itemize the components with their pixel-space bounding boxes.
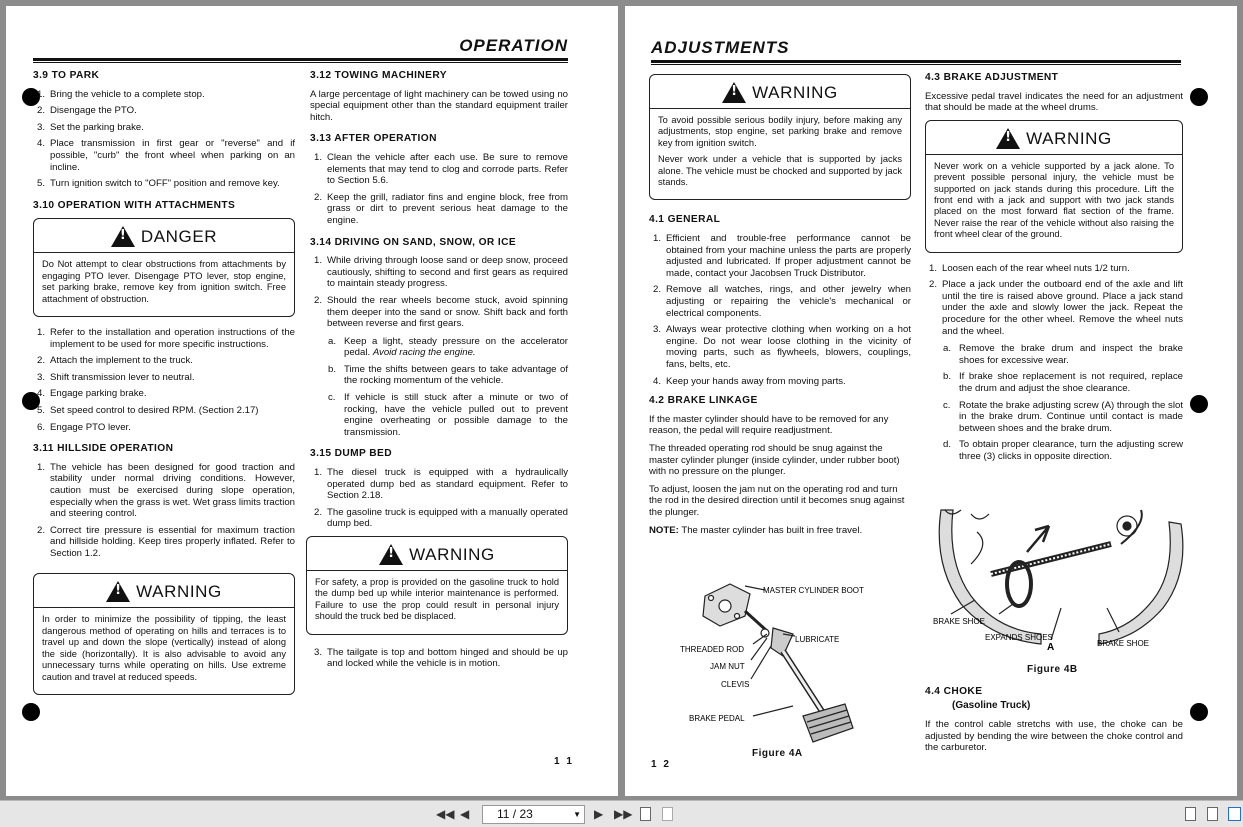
figure-4b-brake-drum xyxy=(931,504,1185,652)
sand-snow-substeps xyxy=(310,336,568,439)
warning-triangle-icon xyxy=(111,226,135,247)
warning-box xyxy=(306,536,568,635)
list-item: 1. Refer to the installation and operation instructions of the implement to be used for more specific instructions. xyxy=(37,326,295,350)
single-page-layout-icon[interactable] xyxy=(1185,807,1196,821)
viewer-toolbar xyxy=(0,800,1243,827)
danger-text: Do Not attempt to clear obstructions from attachments by engaging PTO lever. Disengage PTO lever, stop engine, set parking brake, remove key from ignition switch. Free attachment of obstruction. xyxy=(42,259,286,304)
paragraph: If the master cylinder should have to be removed for any reason, the pedal will require readjustment. xyxy=(649,413,889,437)
page-number: 1 1 xyxy=(554,756,574,767)
section-heading: 3.10 OPERATION WITH ATTACHMENTS xyxy=(33,199,236,211)
choke-section xyxy=(925,686,1183,760)
list-item: b. Time the shifts between gears to take advantage of the rocking momentum of the vehicle. xyxy=(328,363,568,387)
list-item: b. If brake shoe replacement is not required, replace the drum and adjust the shoe clearance. xyxy=(943,371,1183,394)
left-column xyxy=(649,70,911,542)
list-item: 6. Engage PTO lever. xyxy=(37,421,131,433)
list-item: a. Remove the brake drum and inspect the brake shoes for excessive wear. xyxy=(943,343,1183,366)
section-heading: 4.3 BRAKE ADJUSTMENT xyxy=(925,72,1059,83)
warning-text: For safety, a prop is provided on the gasoline truck to hold the dump bed up while interior maintenance is performed. Failure to use the prop could result in personal injury should the truck bed be displaced. xyxy=(315,577,559,622)
sand-snow-steps xyxy=(310,255,568,330)
facing-layout-icon[interactable] xyxy=(1228,807,1241,821)
label-brake-pedal: BRAKE PEDAL xyxy=(689,714,745,723)
general-steps xyxy=(649,233,911,387)
warning-title: WARNING xyxy=(752,82,838,102)
brake-adjust-substeps xyxy=(925,343,1183,462)
section-heading: 3.12 TOWING MACHINERY xyxy=(310,70,447,81)
binder-hole xyxy=(1190,703,1208,721)
list-item: 2. Correct tire pressure is essential for maximum traction and hillside holding. Keep tires properly inflated. Refer to Section 1.2. xyxy=(37,524,295,559)
list-item: d. To obtain proper clearance, turn the adjusting screw three (3) clicks in opposite direction. xyxy=(943,439,1183,462)
danger-title: DANGER xyxy=(140,227,218,247)
list-item: 2. Remove all watches, rings, and other jewelry when adjusting or repairing the vehicle's mechanical or electrical components. xyxy=(653,284,911,319)
list-item: 3. Set the parking brake. xyxy=(37,121,144,133)
header-rule xyxy=(33,58,568,63)
warning-text: Never work on a vehicle supported by a jack alone. To prevent possible personal injury, the vehicle must be supported on jack stands during this procedure. Lift the front end with a jack and support with two jack stands placed on the most forward flat section of the frame. Never raise the rear of the vehicle without also raising the front wheel clear of the ground. xyxy=(934,160,1174,240)
warning-box xyxy=(649,74,911,200)
list-item: 1. While driving through loose sand or deep snow, proceed cautiously, shifting to second and first gears as required to maintain steady progress. xyxy=(314,255,568,290)
list-item: 1. The vehicle has been designed for good traction and stability under normal driving conditions. However, caution must be exercised during slope operation, especially when the grass is wet. Wet grass limits traction and steering control. xyxy=(37,461,295,520)
page-11 xyxy=(6,6,618,796)
right-column xyxy=(310,70,568,676)
warning-triangle-icon xyxy=(722,82,746,103)
right-column xyxy=(925,72,1183,469)
warning-title: WARNING xyxy=(136,582,222,602)
page-number-input[interactable] xyxy=(482,805,585,824)
page-view-icon[interactable] xyxy=(640,807,651,821)
label-expands-shoes: EXPANDS SHOES xyxy=(985,633,1053,642)
section-heading: 4.2 BRAKE LINKAGE xyxy=(649,395,758,407)
list-item: 5. Turn ignition switch to "OFF" position and remove key. xyxy=(37,178,280,190)
label-brake-shoe-left: BRAKE SHOE xyxy=(933,617,986,626)
section-heading: 3.13 AFTER OPERATION xyxy=(310,133,437,145)
section-heading: 3.11 HILLSIDE OPERATION xyxy=(33,443,174,455)
list-item: 1. Clean the vehicle after each use. Be sure to remove elements that may tend to clog and corrode parts. Refer to Section 5.6. xyxy=(314,151,568,187)
section-heading: 3.14 DRIVING ON SAND, SNOW, OR ICE xyxy=(310,236,517,248)
hillside-steps xyxy=(33,462,295,560)
list-item: 1. Efficient and trouble-free performance cannot be obtained from your machine unless the parts are properly adjusted and lubricated. If proper adjustment cannot be made, contact your Jacobsen Truck Distributor. xyxy=(653,233,911,279)
paragraph: The threaded operating rod should be snug against the master cylinder plunger (inside cylinder, under rubber boot) with no pressure on the plunger. xyxy=(649,442,900,478)
next-page-icon[interactable]: ▶ xyxy=(594,807,604,821)
list-item: 2. Place a jack under the outboard end of the axle and lift until the tire is raised above ground. Place a jack stand under the axle and slowly lower the jack. Repeat the procedure for the other wheel. Remove the wheel nuts and the wheel. xyxy=(929,279,1183,337)
binder-hole xyxy=(1190,88,1208,106)
section-heading: 4.1 GENERAL xyxy=(649,214,721,226)
warning-box xyxy=(925,120,1183,253)
list-item: 1. Loosen each of the rear wheel nuts 1/2 turn. xyxy=(929,262,1130,274)
list-item: 3. Always wear protective clothing when working on a hot engine. Do not wear loose clothing in the vicinity of moving parts, such as flywheels, blowers, couplings, fans, belts, etc. xyxy=(653,324,911,370)
last-page-icon[interactable]: ▶▶ xyxy=(614,807,633,821)
header-rule xyxy=(651,60,1181,65)
left-column xyxy=(33,70,295,705)
list-item: 4. Place transmission in first gear or "reverse" and if possible, "curb" the front wheel when parking on an incline. xyxy=(37,138,295,173)
section-heading: 4.4 CHOKE xyxy=(925,686,983,697)
paragraph: Excessive pedal travel indicates the need for an adjustment that should be made at the wheel drums. xyxy=(925,90,1183,114)
warning-text: Never work under a vehicle that is supported by jacks alone. The vehicle must be chocked and supported by jack stands. xyxy=(658,154,902,188)
attachment-steps xyxy=(33,327,295,433)
brake-adjust-steps xyxy=(925,263,1183,338)
figure-caption: Figure 4B xyxy=(1027,664,1078,675)
warning-title: WARNING xyxy=(409,544,495,564)
first-page-icon[interactable]: ◀◀ xyxy=(436,807,455,821)
list-item: c. If vehicle is still stuck after a minute or two of rocking, have the vehicle pulled out to prevent engine overheating or possible damage to the transmission. xyxy=(328,392,568,438)
page-header: OPERATION xyxy=(459,36,568,55)
page-indicator: 11 / 23 xyxy=(497,807,533,821)
chevron-down-icon[interactable]: ▼ xyxy=(573,810,581,819)
paragraph: If the control cable stretchs with use, the choke can be adjusted by bending the wire between the choke control and the carburetor. xyxy=(925,719,1183,754)
after-operation-steps xyxy=(310,152,568,227)
warning-box xyxy=(33,573,295,694)
note: NOTE: The master cylinder has built in free travel. xyxy=(649,524,863,536)
paragraph: A large percentage of light machinery can be towed using no special equipment other than the standard equipment trailer hitch. xyxy=(310,88,568,123)
figure-4a-brake-pedal xyxy=(675,576,905,756)
list-item: 2. Should the rear wheels become stuck, avoid spinning them deeper into the sand or snow. Shift back and forth between reverse and first gears. xyxy=(314,294,568,330)
label-master-cylinder-boot: MASTER CYLINDER BOOT xyxy=(763,586,864,595)
dump-bed-steps-cont xyxy=(310,647,568,670)
continuous-layout-icon[interactable] xyxy=(1207,807,1218,821)
page-number: 1 2 xyxy=(651,759,671,770)
list-item: 3. Shift transmission lever to neutral. xyxy=(37,371,195,383)
warning-title: WARNING xyxy=(1026,128,1112,148)
list-item: c. Rotate the brake adjusting screw (A) through the slot in the brake drum. Continue until contact is made between shoes and the brake drum. xyxy=(943,399,1183,434)
page-header: ADJUSTMENTS xyxy=(651,38,790,57)
list-item: 4. Keep your hands away from moving parts. xyxy=(653,375,846,387)
warning-text: In order to minimize the possibility of tipping, the least dangerous method of operating on hills and terraces is to travel up and down the slope (vertically) instead of along the side (horizontally). It is also advisable to avoid any unnecessary turns while operating on hills. Use extreme caution and travel at reduced speeds. xyxy=(42,614,286,682)
list-item: 2. Disengage the PTO. xyxy=(37,105,137,117)
list-item: 1. The diesel truck is equipped with a hydraulically operated dump bed as standard equipment. Refer to Section 2.18. xyxy=(314,467,568,502)
dump-bed-steps xyxy=(310,467,568,530)
list-item: 1. Bring the vehicle to a complete stop. xyxy=(37,88,205,100)
page-12 xyxy=(625,6,1237,796)
section-heading: 3.15 DUMP BED xyxy=(310,448,393,460)
label-jam-nut: JAM NUT xyxy=(710,662,745,671)
list-item: 4. Engage parking brake. xyxy=(37,388,147,400)
list-item: 2. Attach the implement to the truck. xyxy=(37,355,193,367)
label-threaded-rod: THREADED ROD xyxy=(680,645,745,654)
list-item: 5. Set speed control to desired RPM. (Section 2.17) xyxy=(37,404,259,416)
binder-hole xyxy=(1190,395,1208,413)
section-subheading: (Gasoline Truck) xyxy=(952,699,1031,711)
label-lubricate: LUBRICATE xyxy=(795,635,840,644)
prev-page-icon[interactable]: ◀ xyxy=(460,807,470,821)
label-clevis: CLEVIS xyxy=(721,680,750,689)
figure-caption: Figure 4A xyxy=(752,748,803,759)
two-page-view-icon[interactable] xyxy=(662,807,673,821)
warning-triangle-icon xyxy=(379,544,403,565)
label-a: A xyxy=(1047,642,1055,652)
list-item: 3. The tailgate is top and bottom hinged and should be up and locked while the vehicle is in motion. xyxy=(314,646,568,670)
warning-triangle-icon xyxy=(996,128,1020,149)
list-item: a. Keep a light, steady pressure on the accelerator pedal. Avoid racing the engine. xyxy=(328,335,568,359)
danger-box xyxy=(33,218,295,317)
section-heading: 3.9 TO PARK xyxy=(33,70,100,81)
warning-text: To avoid possible serious bodily injury, before making any adjustments, stop engine, set parking brake and remove key from ignition switch. xyxy=(658,115,902,148)
warning-triangle-icon xyxy=(106,581,130,602)
label-brake-shoe-right: BRAKE SHOE xyxy=(1097,639,1150,648)
list-item: 2. The gasoline truck is equipped with a manually operated dump bed. xyxy=(314,506,568,530)
paragraph: To adjust, loosen the jam nut on the operating rod and turn the rod in the desired direction until it becomes snug against the plunger. xyxy=(649,483,905,518)
list-item: 2. Keep the grill, radiator fins and engine block, free from grass or dirt to prevent serious heat damage to the engine. xyxy=(314,191,568,226)
binder-hole xyxy=(22,703,40,721)
park-steps xyxy=(33,89,295,190)
